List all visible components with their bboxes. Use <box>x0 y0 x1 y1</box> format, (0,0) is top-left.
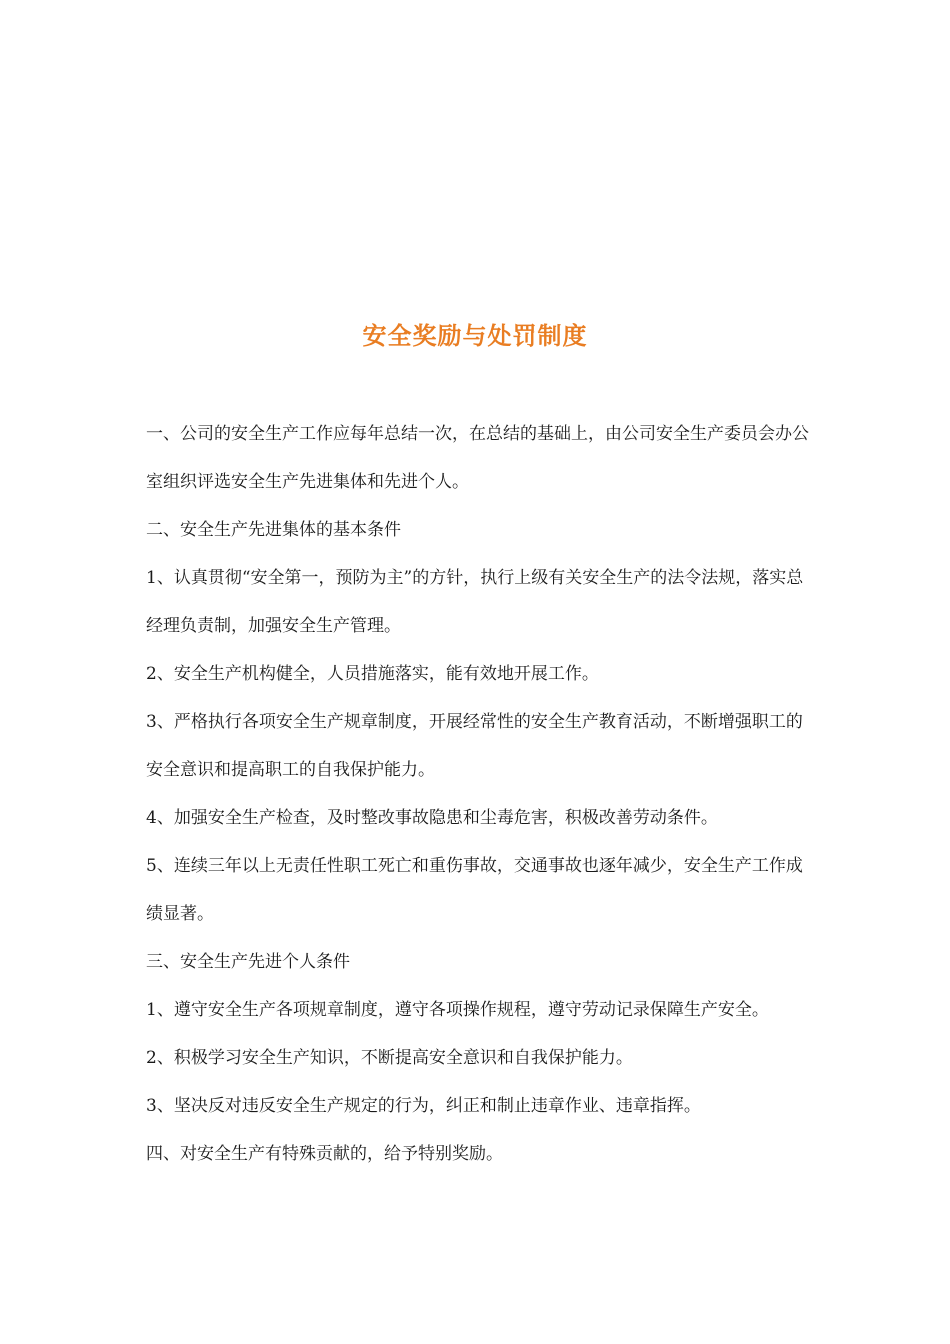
paragraph-collective-item-5: 5、连续三年以上无责任性职工死亡和重伤事故，交通事故也逐年减少，安全生产工作成绩显著。 <box>146 856 803 924</box>
paragraph-collective-item-3: 3、严格执行各项安全生产规章制度，开展经常性的安全生产教育活动，不断增强职工的安全意识和提高职工的自我保护能力。 <box>146 712 803 780</box>
paragraph-section-4: 四、对安全生产有特殊贡献的，给予特别奖励。 <box>146 1144 503 1164</box>
paragraph-section-1: 一、公司的安全生产工作应每年总结一次，在总结的基础上，由公司安全生产委员会办公室组织评选安全生产先进集体和先进个人。 <box>146 424 809 492</box>
paragraph-collective-item-1: 1、认真贯彻“安全第一，预防为主”的方针，执行上级有关安全生产的法令法规，落实总经理负责制，加强安全生产管理。 <box>146 568 804 636</box>
document-body <box>146 410 810 1178</box>
paragraph-collective-item-4: 4、加强安全生产检查，及时整改事故隐患和尘毒危害，积极改善劳动条件。 <box>146 808 718 828</box>
paragraph-section-2-heading: 二、安全生产先进集体的基本条件 <box>146 520 401 540</box>
paragraph-collective-item-2: 2、安全生产机构健全，人员措施落实，能有效地开展工作。 <box>146 664 599 684</box>
paragraph-individual-item-2: 2、积极学习安全生产知识，不断提高安全意识和自我保护能力。 <box>146 1048 633 1068</box>
paragraph-individual-item-3: 3、坚决反对违反安全生产规定的行为，纠正和制止违章作业、违章指挥。 <box>146 1096 701 1116</box>
page-title: 安全奖励与处罚制度 <box>362 321 588 350</box>
paragraph-section-3-heading: 三、安全生产先进个人条件 <box>146 952 350 972</box>
paragraph-individual-item-1: 1、遵守安全生产各项规章制度，遵守各项操作规程，遵守劳动记录保障生产安全。 <box>146 1000 769 1020</box>
